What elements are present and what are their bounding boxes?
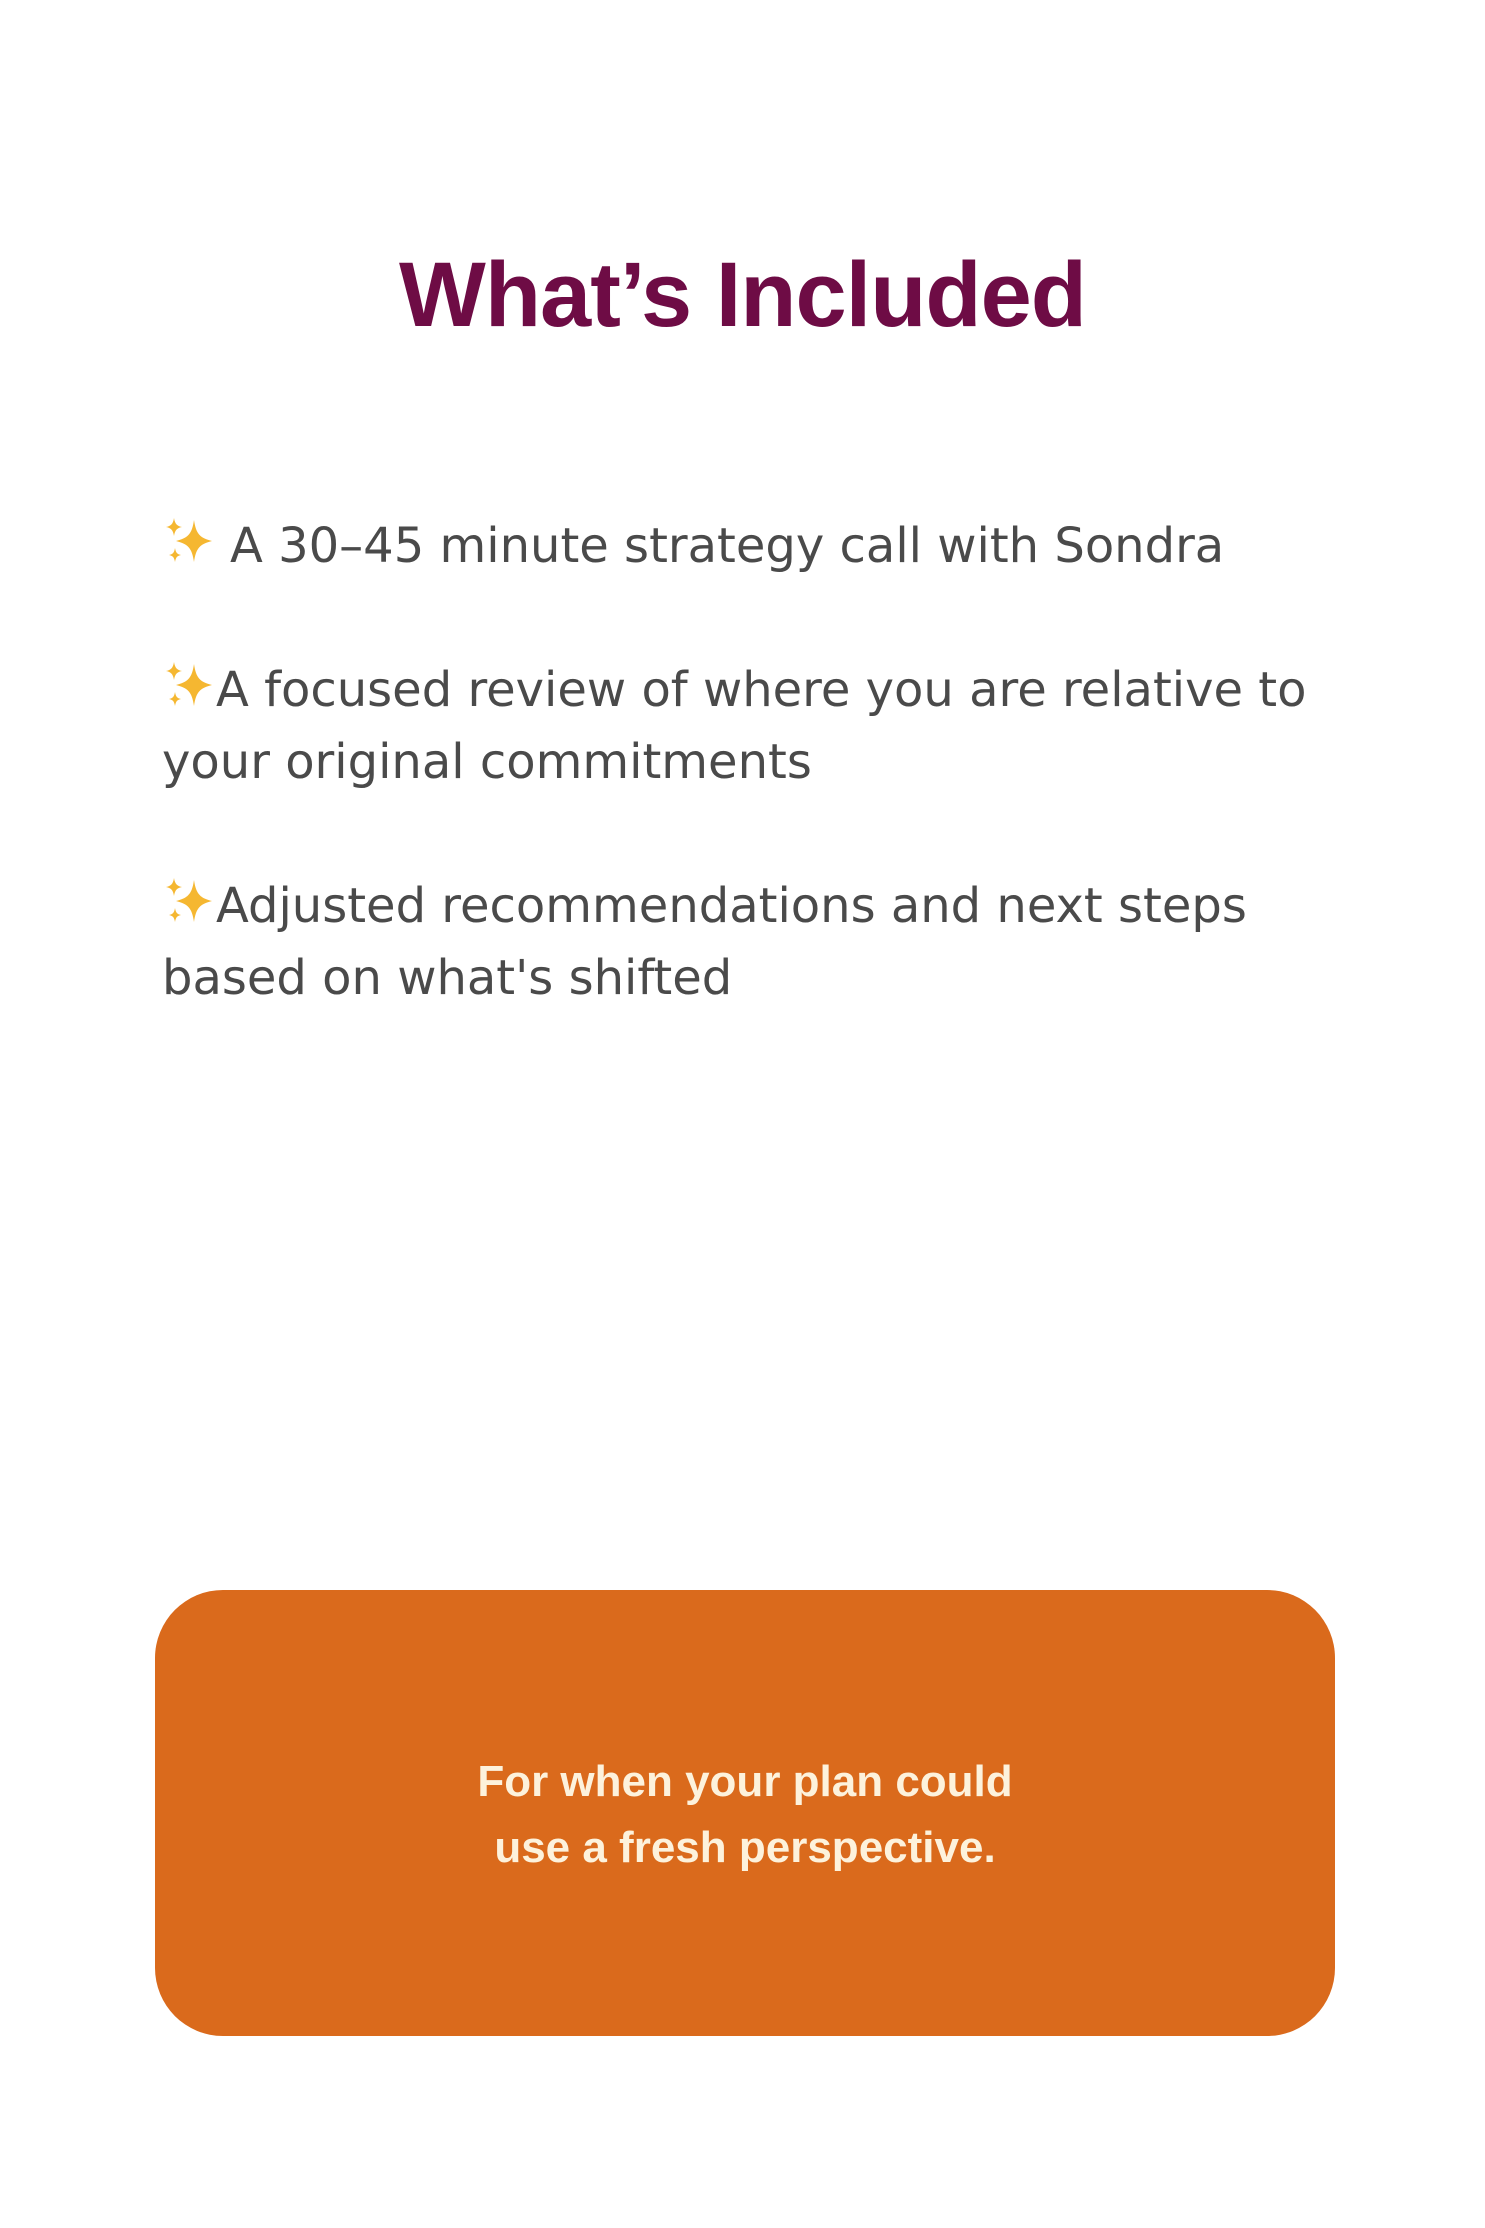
sparkles-icon (162, 874, 216, 928)
sparkles-icon (162, 658, 216, 712)
cta-banner (155, 1590, 1335, 2036)
list-item (162, 510, 1342, 582)
feature-list (162, 510, 1342, 1086)
list-item (162, 870, 1342, 1014)
sparkles-icon (162, 514, 216, 568)
page-title: What’s Included (399, 244, 1086, 346)
feature-text: Adjusted recommendations and next steps based on what's shifted (162, 878, 1247, 1006)
list-item (162, 654, 1342, 798)
cta-text: For when your plan could use a fresh perspective. (477, 1757, 1013, 1872)
feature-text: A focused review of where you are relative to your original commitments (162, 662, 1307, 790)
feature-text: A 30–45 minute strategy call with Sondra (230, 518, 1225, 574)
